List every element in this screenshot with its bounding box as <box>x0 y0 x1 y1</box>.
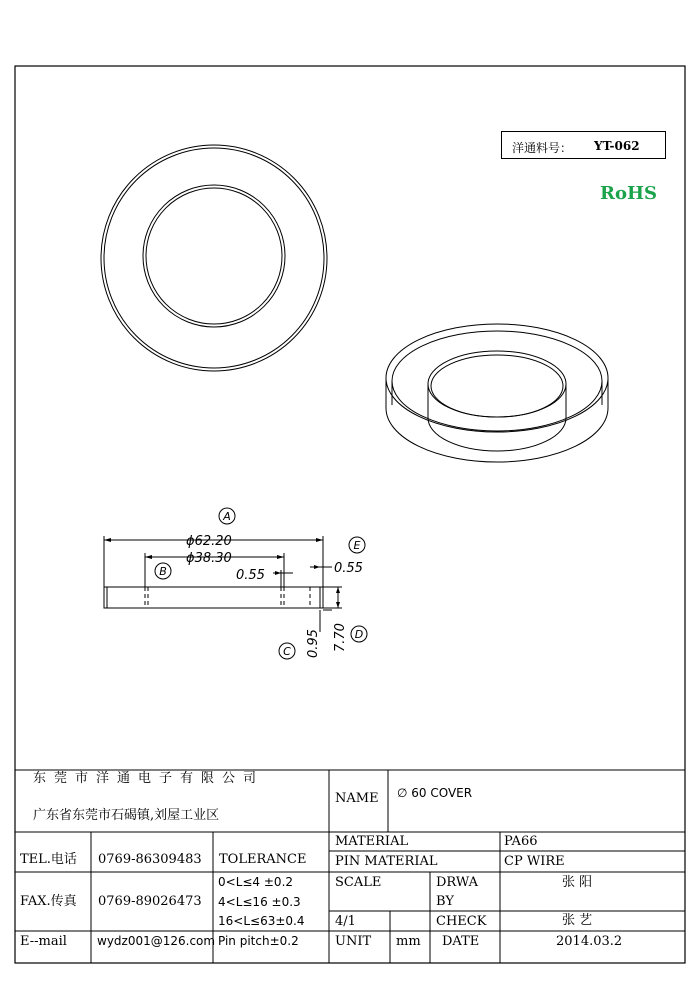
dim-inner-wall: 0.55 <box>236 568 265 583</box>
dim-inner-diameter: ϕ38.30 <box>186 551 232 566</box>
scale-value: 4/1 <box>335 914 356 929</box>
callout-b: B <box>159 565 167 578</box>
unit-label: UNIT <box>335 934 372 949</box>
pin-material-label: PIN MATERIAL <box>335 854 438 869</box>
tolerance-row-1: 0<L≤4 ±0.2 <box>218 875 294 889</box>
tolerance-row-2: 4<L≤16 ±0.3 <box>218 895 301 909</box>
callout-d: D <box>354 628 364 641</box>
part-number-box <box>501 131 666 159</box>
check-value: 张 艺 <box>562 913 593 928</box>
drawn-by-label-1: DRWA <box>436 875 479 890</box>
drawn-by-label-2: BY <box>436 894 454 909</box>
name-value: ∅ 60 COVER <box>397 786 473 800</box>
material-value: PA66 <box>504 834 538 849</box>
isometric-view <box>386 324 608 462</box>
scale-label: SCALE <box>335 875 382 890</box>
tolerance-label: TOLERANCE <box>219 852 307 867</box>
part-number-value: YT-062 <box>594 139 640 153</box>
name-label: NAME <box>335 791 379 806</box>
pin-material-value: CP WIRE <box>504 854 565 869</box>
tel-value: 0769-86309483 <box>98 852 202 867</box>
company-name: 东莞市洋通电子有限公司 <box>33 771 265 786</box>
date-label: DATE <box>442 934 480 949</box>
callout-c: C <box>283 645 291 658</box>
part-number-label: 洋通料号： <box>512 141 573 155</box>
drawn-by-value: 张 阳 <box>562 875 593 890</box>
drawing-border <box>15 66 685 963</box>
check-label: CHECK <box>436 914 487 929</box>
callout-a: A <box>223 510 231 523</box>
dim-height: 7.70 <box>333 623 348 652</box>
top-view <box>101 145 327 371</box>
callout-e: E <box>353 539 361 552</box>
tel-label: TEL.电话 <box>20 852 77 867</box>
material-label: MATERIAL <box>335 834 409 849</box>
tolerance-row-4: Pin pitch±0.2 <box>218 934 299 948</box>
email-label: E--mail <box>20 934 67 949</box>
date-value: 2014.03.2 <box>556 934 623 949</box>
dim-outer-diameter: ϕ62.20 <box>186 534 232 549</box>
company-address: 广东省东莞市石碣镇,刘屋工业区 <box>33 808 220 823</box>
fax-label: FAX.传真 <box>20 894 77 909</box>
dim-outer-wall: 0.55 <box>334 561 363 576</box>
unit-value: mm <box>396 934 421 949</box>
email-value: wydz001@126.com <box>97 934 216 948</box>
dim-bottom-thickness: 0.95 <box>306 629 321 658</box>
fax-value: 0769-89026473 <box>98 894 202 909</box>
rohs-mark: RoHS <box>600 183 657 204</box>
tolerance-row-3: 16<L≤63±0.4 <box>218 914 305 928</box>
